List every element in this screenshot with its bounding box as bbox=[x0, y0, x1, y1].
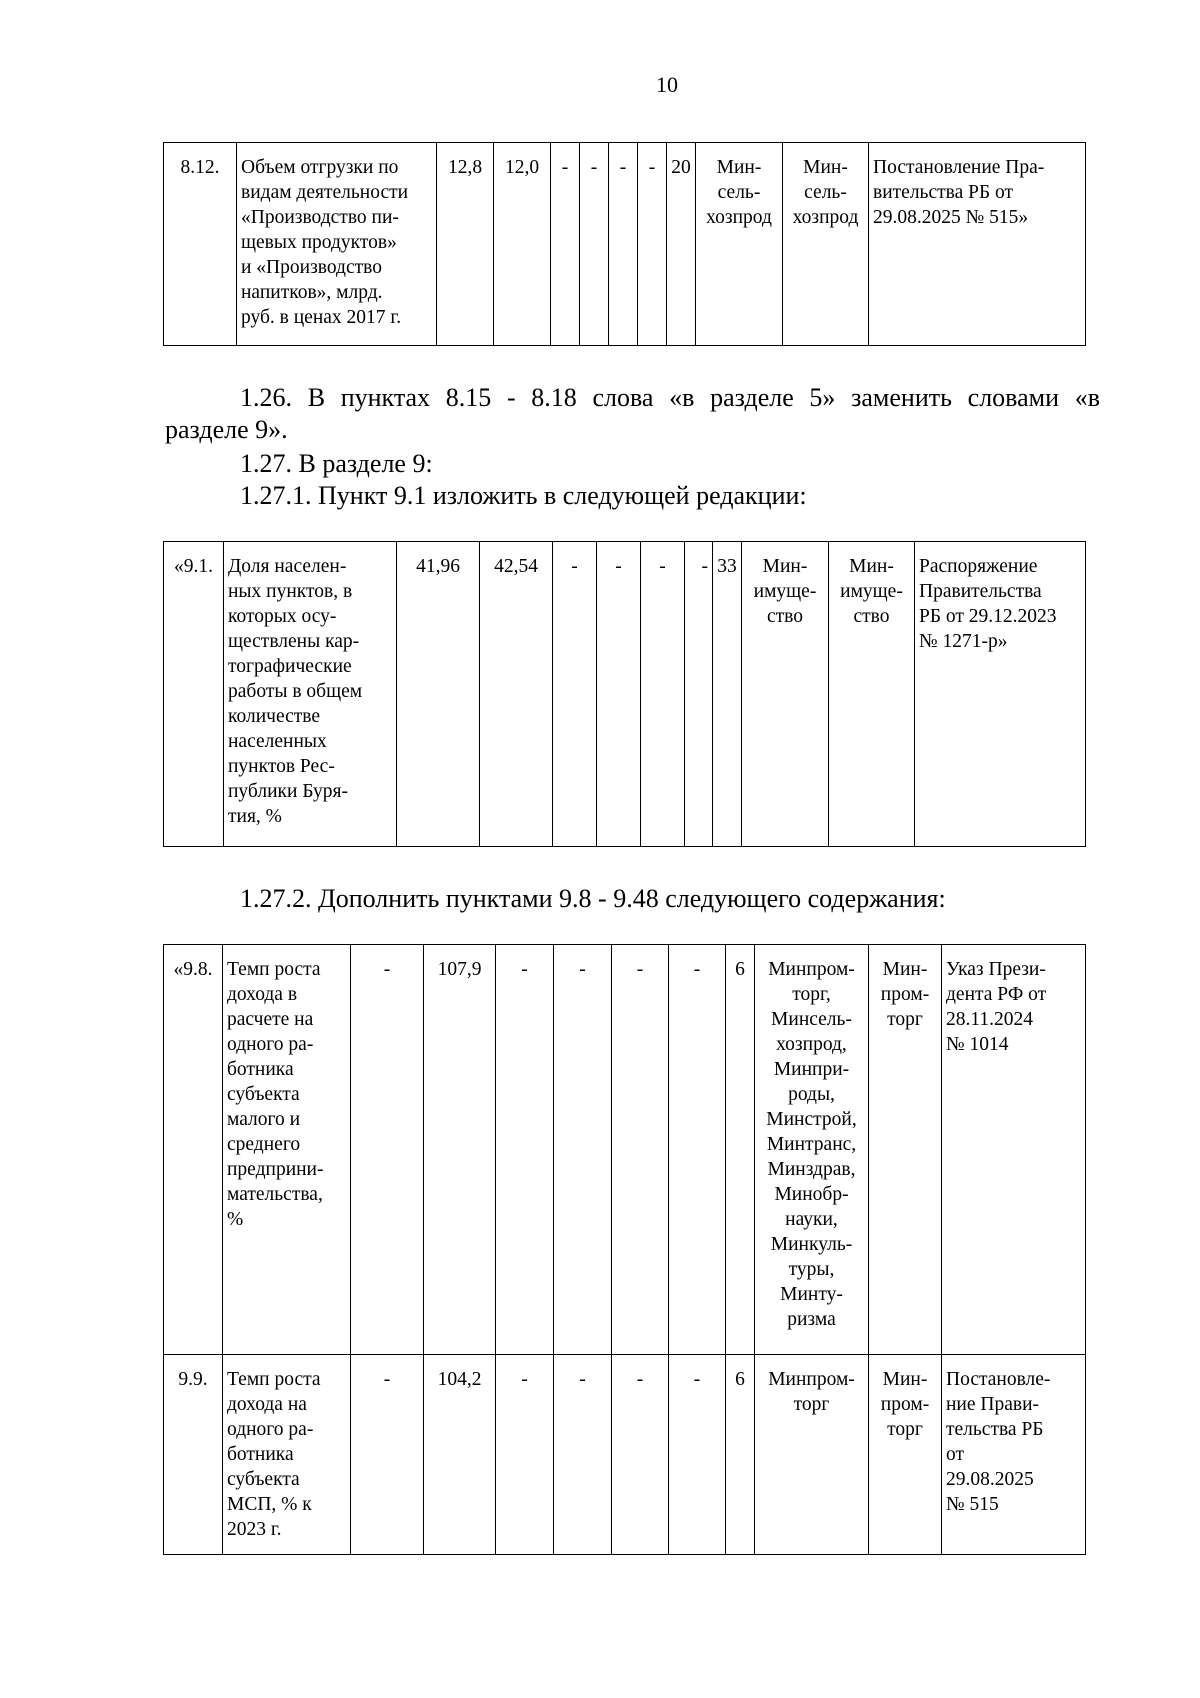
code-cell: 6 bbox=[726, 945, 755, 1355]
basis-text: Постановле- ние Прави- тельства РБ от 29.08.2025 № 515 bbox=[946, 1369, 1051, 1515]
responsible-cell bbox=[783, 143, 869, 346]
item-number: «9.1. bbox=[164, 542, 224, 847]
code-cell: 20 bbox=[667, 143, 696, 346]
dash-cell: - bbox=[638, 143, 667, 346]
basis-cell bbox=[942, 945, 1086, 1355]
code-cell: 33 bbox=[713, 542, 742, 847]
dash-cell: - bbox=[551, 143, 580, 346]
responsible-cell bbox=[755, 1355, 869, 1555]
paragraph-1-27-1: 1.27.1. Пункт 9.1 изложить в следующей редакции: bbox=[240, 481, 807, 510]
item-number: 8.12. bbox=[164, 143, 237, 346]
item-number: «9.8. bbox=[164, 945, 223, 1355]
responsible-text: Минпром- торг bbox=[768, 1369, 855, 1415]
dash-cell: - bbox=[553, 542, 597, 847]
dash-cell: - bbox=[641, 542, 685, 847]
indicator-name-text: Объем отгрузки по видам деятельности «Производство пи- щевых продуктов» и «Производство напитков», млрд. руб. в ценах 2017 г. bbox=[241, 157, 409, 328]
dash-cell: - bbox=[580, 143, 609, 346]
value-cell: 107,9 bbox=[424, 945, 496, 1355]
responsible-text: Мин- имуще- ство bbox=[753, 556, 817, 627]
dash-cell: - bbox=[597, 542, 641, 847]
value-cell: 42,54 bbox=[480, 542, 553, 847]
responsible-cell bbox=[696, 143, 783, 346]
indicator-name bbox=[224, 542, 397, 847]
responsible-text: Минпром- торг, Минсель- хозпрод, Минпри- роды, Минстрой, Минтранс, Минздрав, Минобр- науки, Минкуль- туры, Минту- ризма bbox=[766, 959, 857, 1330]
responsible-cell bbox=[869, 1355, 942, 1555]
basis-cell bbox=[915, 542, 1086, 847]
responsible-text: Мин- пром- торг bbox=[880, 1369, 930, 1440]
responsible-text: Мин- пром- торг bbox=[880, 959, 930, 1030]
responsible-cell bbox=[742, 542, 829, 847]
table-item-9-1 bbox=[163, 541, 1086, 847]
code-cell: 6 bbox=[726, 1355, 755, 1555]
item-number: 9.9. bbox=[164, 1355, 223, 1555]
dash-cell: - bbox=[609, 143, 638, 346]
responsible-text: Мин- имуще- ство bbox=[840, 556, 903, 627]
dash-cell: - bbox=[496, 1355, 554, 1555]
basis-cell bbox=[942, 1355, 1086, 1555]
basis-text: Указ Прези- дента РФ от 28.11.2024 № 1014 bbox=[946, 959, 1047, 1055]
table-row bbox=[164, 143, 1086, 346]
dash-cell: - bbox=[669, 945, 726, 1355]
indicator-name bbox=[223, 1355, 351, 1555]
responsible-cell bbox=[829, 542, 915, 847]
paragraph-1-26: 1.26. В пунктах 8.15 - 8.18 слова «в разделе 5» заменить словами «в bbox=[240, 383, 1100, 412]
table-items-9-8-9-9 bbox=[163, 944, 1086, 1555]
dash-cell: - bbox=[669, 1355, 726, 1555]
dash-cell: - bbox=[496, 945, 554, 1355]
indicator-name-text: Темп роста дохода в расчете на одного ра- ботника субъекта малого и среднего предприни- мательства, % bbox=[227, 959, 324, 1230]
basis-text: Распоряжение Правительства РБ от 29.12.2023 № 1271-р» bbox=[919, 556, 1057, 652]
table-row bbox=[164, 542, 1086, 847]
value-cell: 104,2 bbox=[424, 1355, 496, 1555]
value-cell: - bbox=[351, 945, 424, 1355]
table-item-8-12 bbox=[163, 142, 1086, 346]
dash-cell: - bbox=[685, 542, 713, 847]
responsible-text: Мин- сель- хозпрод bbox=[706, 157, 772, 228]
dash-cell: - bbox=[612, 945, 669, 1355]
paragraph-1-26-continuation: разделе 9». bbox=[165, 415, 288, 444]
indicator-name bbox=[223, 945, 351, 1355]
responsible-cell bbox=[869, 945, 942, 1355]
dash-cell: - bbox=[554, 1355, 612, 1555]
responsible-text: Мин- сель- хозпрод bbox=[792, 157, 859, 228]
table-row bbox=[164, 1355, 1086, 1555]
page-number: 10 bbox=[656, 72, 678, 97]
table-row bbox=[164, 945, 1086, 1355]
responsible-cell bbox=[755, 945, 869, 1355]
value-cell: 12,8 bbox=[437, 143, 494, 346]
value-cell: - bbox=[351, 1355, 424, 1555]
value-cell: 41,96 bbox=[397, 542, 480, 847]
indicator-name-text: Темп роста дохода на одного ра- ботника субъекта МСП, % к 2023 г. bbox=[227, 1369, 321, 1540]
value-cell: 12,0 bbox=[494, 143, 551, 346]
indicator-name-text: Доля населен- ных пунктов, в которых осу- ществлены кар- тографические работы в общем количестве населенных пунктов Рес- публики Буря- тия, % bbox=[228, 556, 363, 827]
indicator-name bbox=[237, 143, 437, 346]
dash-cell: - bbox=[554, 945, 612, 1355]
paragraph-1-27-2: 1.27.2. Дополнить пунктами 9.8 - 9.48 следующего содержания: bbox=[240, 884, 946, 913]
paragraph-1-27: 1.27. В разделе 9: bbox=[240, 449, 433, 478]
basis-text: Постановление Пра- вительства РБ от 29.08.2025 № 515» bbox=[873, 157, 1045, 228]
basis-cell bbox=[869, 143, 1086, 346]
dash-cell: - bbox=[612, 1355, 669, 1555]
